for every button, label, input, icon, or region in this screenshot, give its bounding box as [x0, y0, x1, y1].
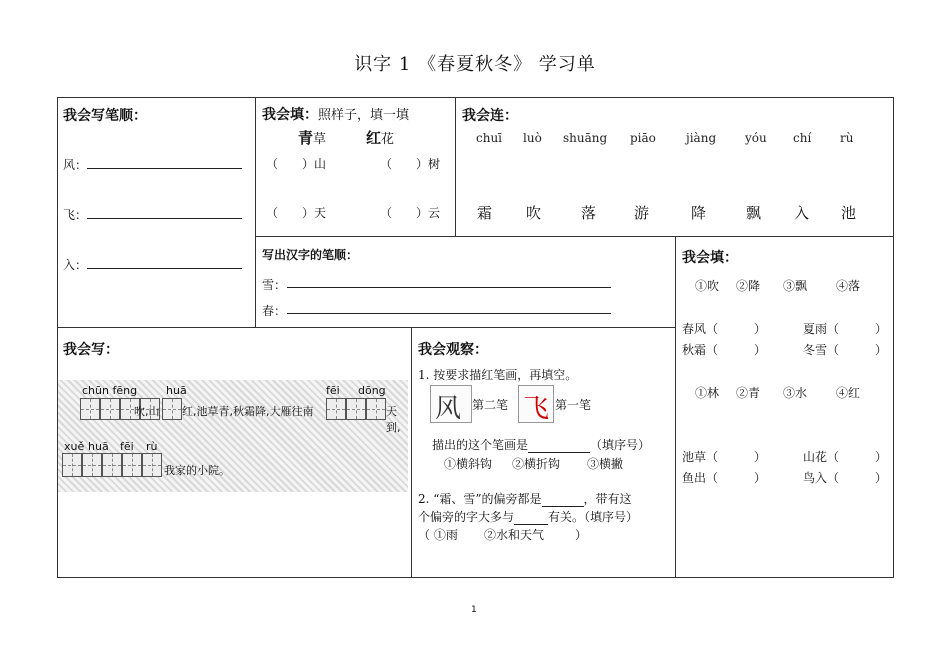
- q2-part-1: 2. “霜、雪”的偏旁都是: [418, 492, 542, 506]
- q1-fill-tail: （填序号）: [590, 438, 651, 452]
- pinyin-shuang[interactable]: shuāng: [563, 131, 608, 145]
- divider-h2: [57, 327, 676, 328]
- writing-box[interactable]: [122, 453, 142, 477]
- divider-v2: [455, 97, 456, 237]
- divider-h1: [255, 236, 894, 237]
- pinyin-piao[interactable]: piāo: [630, 131, 656, 145]
- stroke-item-fei: 飞：: [63, 208, 88, 222]
- writing-box[interactable]: [62, 453, 82, 477]
- example2-rest: 花: [381, 132, 395, 147]
- q2-blank-1[interactable]: [542, 492, 584, 507]
- fill-xiayu[interactable]: 夏雨（ ）: [803, 322, 888, 336]
- divider-v3: [675, 236, 676, 578]
- write-text-1c: 天到,: [386, 405, 401, 434]
- writing-box[interactable]: [366, 398, 386, 420]
- fill-chunfeng[interactable]: 春风（ ）: [682, 322, 767, 336]
- page-title: 识字 1 《春夏秋冬》 学习单: [354, 54, 596, 75]
- option-jiang: ②降: [736, 279, 761, 293]
- writing-box[interactable]: [142, 453, 162, 477]
- fill-item-shan[interactable]: （ ）山: [266, 157, 327, 171]
- fill-example-1: [298, 127, 326, 148]
- hanzi-luo[interactable]: 落: [581, 204, 597, 222]
- stroke-item-feng: 风：: [63, 158, 88, 172]
- stroke-label-2: 第一笔: [555, 398, 592, 412]
- fill-item-tian[interactable]: （ ）天: [266, 206, 327, 220]
- hanzi-jiang[interactable]: 降: [691, 204, 707, 222]
- write-strokes-line-chun[interactable]: [287, 313, 611, 314]
- pinyin-xue: xuě: [64, 440, 85, 453]
- table-border-bottom: [57, 577, 894, 578]
- stroke-order-heading: 我会写笔顺：: [63, 108, 147, 124]
- writing-box[interactable]: [80, 398, 100, 420]
- fill-pattern-heading: 我会填：: [262, 107, 318, 123]
- q2-line-2: [418, 508, 638, 525]
- write-strokes-heading: 写出汉字的笔顺：: [262, 248, 359, 262]
- fill-qiushuang[interactable]: 秋霜（ ）: [682, 343, 767, 357]
- write-text-1a: 吹,山: [134, 405, 160, 418]
- table-border-right: [893, 97, 894, 578]
- q2-part-2: ，带有这: [583, 492, 632, 506]
- option-shui: ③水: [783, 386, 808, 400]
- writing-box[interactable]: [346, 398, 366, 420]
- option-qing: ②青: [736, 386, 761, 400]
- q1-option-1: ①横斜钩: [444, 457, 493, 471]
- fill-pattern-instruction: 照样子，填一填: [318, 108, 410, 123]
- stroke-item-ru: 入：: [63, 258, 88, 272]
- write-text-2: 我家的小院。: [164, 464, 230, 477]
- q2-part-4: 有关。（填序号）: [548, 510, 639, 524]
- q1-answer-blank[interactable]: [528, 438, 590, 453]
- observe-q1: 1. 按要求描红笔画，再填空。: [418, 368, 578, 382]
- connect-heading: 我会连：: [462, 108, 518, 124]
- option-luo: ④落: [836, 279, 861, 293]
- write-strokes-line-xue[interactable]: [287, 287, 611, 288]
- pinyin-dong: dōng: [358, 384, 386, 397]
- option-hong: ④红: [836, 386, 861, 400]
- hanzi-chi[interactable]: 池: [841, 204, 857, 222]
- stroke-card-1: [430, 385, 472, 423]
- writing-box[interactable]: [162, 398, 182, 420]
- stroke-line-feng[interactable]: [87, 168, 242, 169]
- option-lin: ①林: [695, 386, 720, 400]
- stroke-line-ru[interactable]: [87, 268, 242, 269]
- fill-chicao[interactable]: 池草（ ）: [682, 450, 767, 464]
- stroke-char-1[interactable]: 风: [435, 394, 462, 424]
- pinyin-chunfeng: chūn fēng: [82, 384, 138, 397]
- pinyin-ru[interactable]: rù: [840, 131, 854, 145]
- pinyin-chui[interactable]: chuī: [476, 131, 503, 145]
- writing-box[interactable]: [326, 398, 346, 420]
- pinyin-luo[interactable]: luò: [523, 131, 542, 145]
- write-heading: 我会写：: [63, 342, 119, 358]
- q1-fill-text: 描出的这个笔画是: [432, 438, 529, 452]
- q2-blank-2[interactable]: [514, 510, 548, 525]
- example2-bold: 红: [366, 129, 382, 147]
- q1-option-2: ②横折钩: [512, 457, 561, 471]
- fill-right-heading: 我会填：: [682, 250, 738, 266]
- fill-item-shu[interactable]: （ ）树: [380, 157, 441, 171]
- writing-box[interactable]: [102, 453, 122, 477]
- stroke-label-1: 第二笔: [472, 398, 509, 412]
- q2-option-1: （ ①雨: [418, 528, 458, 542]
- pinyin-hua1: huā: [166, 384, 187, 397]
- option-chui: ①吹: [695, 279, 720, 293]
- pinyin-you[interactable]: yóu: [745, 131, 767, 145]
- pinyin-jiang[interactable]: jiàng: [686, 131, 717, 145]
- hanzi-piao[interactable]: 飘: [746, 204, 762, 222]
- option-piao: ③飘: [783, 279, 808, 293]
- divider-v4: [411, 327, 412, 578]
- hanzi-ru[interactable]: 入: [794, 204, 810, 222]
- q1-option-3: ③横撇: [587, 457, 624, 471]
- page-number: 1: [471, 605, 477, 615]
- example1-rest: 草: [313, 132, 327, 147]
- q2-option-3: ）: [575, 528, 588, 542]
- pinyin-chi[interactable]: chí: [793, 131, 812, 145]
- writing-box[interactable]: [100, 398, 120, 420]
- fill-niaoru[interactable]: 鸟入（ ）: [803, 471, 888, 485]
- pinyin-ru2: rù: [146, 440, 158, 453]
- fill-pattern-header: [262, 104, 409, 124]
- q2-part-3: 个偏旁的字大多与: [418, 510, 515, 524]
- hanzi-you[interactable]: 游: [634, 204, 650, 222]
- stroke-line-fei[interactable]: [87, 218, 242, 219]
- table-border-left: [57, 97, 58, 578]
- q1-fill-line: [432, 436, 650, 453]
- hanzi-shuang[interactable]: 霜: [477, 204, 493, 222]
- write-text-1b: 红,池草青,秋霜降,大雁往南: [182, 405, 314, 418]
- fill-shanhua[interactable]: 山花（ ）: [803, 450, 888, 464]
- example1-bold: 青: [298, 129, 314, 147]
- pinyin-fei2: fēi: [120, 440, 134, 453]
- pinyin-fei1: fēi: [326, 384, 340, 397]
- write-exercise-image: [58, 380, 408, 492]
- fill-yuchu[interactable]: 鱼出（ ）: [682, 471, 767, 485]
- observe-heading: 我会观察：: [418, 342, 488, 358]
- table-border-top: [57, 97, 894, 98]
- fill-example-2: [366, 127, 394, 148]
- hanzi-chui[interactable]: 吹: [526, 204, 542, 222]
- pinyin-hua2: huā: [88, 440, 109, 453]
- writing-box[interactable]: [82, 453, 102, 477]
- fill-dongxue[interactable]: 冬雪（ ）: [803, 343, 888, 357]
- stroke-char-2[interactable]: 飞: [523, 394, 550, 424]
- write-strokes-xue: 雪：: [262, 278, 287, 292]
- write-strokes-chun: 春：: [262, 304, 287, 318]
- q2-line-1: [418, 490, 632, 507]
- fill-item-yun[interactable]: （ ）云: [380, 206, 441, 220]
- divider-v1: [255, 97, 256, 327]
- stroke-card-2: [518, 385, 554, 423]
- q2-option-2: ②水和天气: [484, 528, 545, 542]
